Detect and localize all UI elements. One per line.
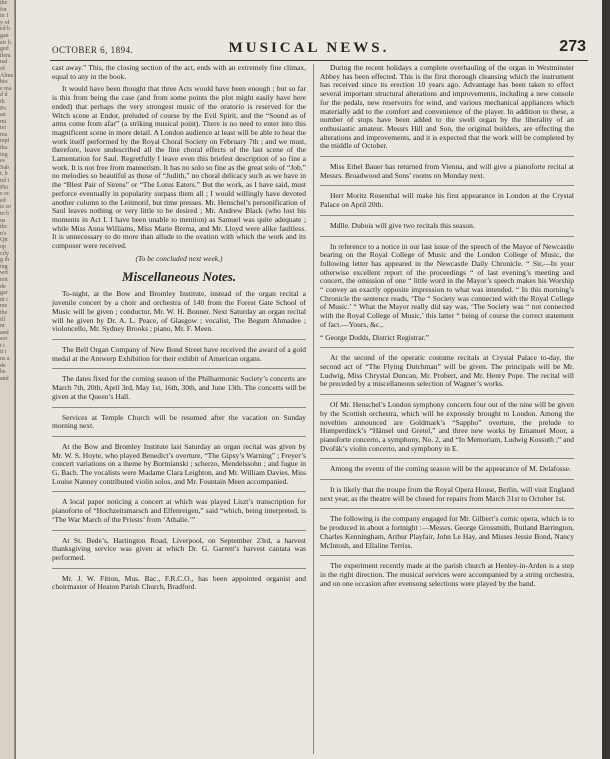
margin-fragment: us bbox=[0, 217, 6, 224]
margin-fragment: mpl bbox=[0, 138, 10, 145]
margin-fragment: e ma bbox=[0, 85, 12, 92]
margin-fragment: thc bbox=[0, 224, 8, 231]
item-divider bbox=[320, 479, 574, 480]
section-heading: Miscellaneous Notes. bbox=[121, 269, 237, 285]
margin-fragment: ing bbox=[0, 263, 8, 270]
margin-fragment: ed bbox=[0, 197, 6, 204]
header-rule bbox=[50, 60, 588, 61]
margin-fragment: ns a bbox=[0, 356, 10, 363]
item-divider bbox=[52, 436, 306, 437]
item-divider bbox=[320, 347, 574, 348]
margin-fragment: an bbox=[0, 112, 6, 119]
running-head bbox=[16, 40, 602, 58]
news-item: The Bell Organ Company of New Bond Street have received the award of a gold medal at the Antwerp Exhibition for their exhibit of American organs. bbox=[52, 344, 306, 363]
right-column bbox=[320, 64, 574, 592]
margin-fragment: Phi bbox=[0, 184, 9, 191]
left-column bbox=[52, 64, 306, 596]
margin-fragment: es bbox=[0, 158, 5, 165]
margin-fragment: nt i bbox=[0, 296, 8, 303]
margin-fragment: Po bbox=[0, 105, 7, 112]
margin-fragment: Qtr bbox=[0, 237, 8, 244]
news-item: A local paper noticing a concert at which was played Liszt’s transcription for pianoforte of “Hochzeitsmarsch and Elfenreigen,” said “which, being interpreted, is ‘The War March of the Priests’ from ‘Athalie.’” bbox=[52, 497, 306, 524]
margin-fragment: the bbox=[0, 309, 8, 316]
margin-fragment: bio bbox=[0, 79, 8, 86]
margin-fragment: tlem bbox=[0, 52, 11, 59]
news-item: During the recent holidays a complete overhauling of the organ in Westminster Abbey has been effected. This is the first thorough cleansing which the instrument has received since its erection 10 years ago. Advantage has been taken to effect several important structural alterations and improvements, including a new console for the pedals, new reservoirs for wind, and various mechanical appliances which materially add to the comfort and convenience of the player. In addition to these, a number of stops have been added to the swell organ by the liberality of an enthusiastic amateur. Messrs Hill and Son, the original builders, are effecting the alterations and improvements, and it is expected that the work will be completed by the middle of October. bbox=[320, 63, 574, 151]
margin-fragment: in 1 bbox=[0, 13, 10, 20]
news-item: Of Mr. Henschel’s London symphony concerts four out of the nine will be given by the Scottish orchestra, which will be expressly brought to London. Among the novelties announced are Goldmark’s “Sappho” overture, the prelude to Humperdinck’s “Hänsel und Gretel,” and three new works by Emanuel Moor, a pianoforte concerto, a symphony, No. 2, and “In Memoriam, Ludwig Kossuth ;” and Dvořák’s violin concerto, and symphony in E. bbox=[320, 400, 574, 453]
margin-fragment: and bbox=[0, 329, 9, 336]
item-divider bbox=[320, 215, 574, 216]
margin-fragment: me bbox=[0, 303, 8, 310]
news-item: It is likely that the troupe from the Royal Opera House, Berlin, will visit England next year, as the theatre will be closed for repairs from March 31st to October 1st. bbox=[320, 485, 574, 503]
item-divider bbox=[320, 394, 574, 395]
news-item: The following is the company engaged for Mr. Gilbert’s comic opera, which is to be produced in about a fortnight :—Messrs. George Grossmith, Rutland Barrington, Charles Kenningham, Arthur Playfair, John Le Hay, and Misses Jessie Bond, Nancy McIntosh, and Ellaline Terriss. bbox=[320, 514, 574, 550]
margin-fragment: ctly bbox=[0, 250, 9, 257]
margin-fragment: is so bbox=[0, 204, 11, 211]
adjacent-page-edge bbox=[0, 0, 15, 759]
margin-fragment: it i bbox=[0, 349, 7, 356]
item-divider bbox=[320, 508, 574, 509]
margin-fragment: g th bbox=[0, 257, 10, 264]
margin-fragment: n's bbox=[0, 230, 7, 237]
margin-fragment: nd t bbox=[0, 178, 10, 185]
margin-fragment: t, b bbox=[0, 171, 8, 178]
item-divider bbox=[320, 236, 574, 237]
news-item: Herr Moritz Rosenthal will make his first appearance in London at the Crystal Palace on April 20th. bbox=[320, 191, 574, 210]
margin-fragment: de bbox=[0, 362, 6, 369]
margin-fragment: ged bbox=[0, 46, 9, 53]
margin-fragment: gar bbox=[0, 290, 8, 297]
margin-fragment: mi bbox=[0, 118, 7, 125]
item-divider bbox=[52, 568, 306, 569]
margin-fragment: tet bbox=[0, 125, 6, 132]
margin-fragment: op bbox=[0, 243, 6, 250]
margin-fragment: gan bbox=[0, 32, 9, 39]
margin-fragment: tha bbox=[0, 145, 8, 152]
news-item: At the Bow and Bromley Institute last Saturday an organ recital was given by Mr. W. S. Hoyte, who played Benedict’s overture, “The Gipsy’s Warning” ; Freyer’s concert variations on a theme by Bortnianski ; scherzo, Mendelssohn ; and fugue in G, Bach. The vocalists were Madame Clara Leighton, and Mr. William Davies. Miss Louise Nanney contributed violin solos, and Mr. Fountain Meen accompanied. bbox=[52, 441, 306, 486]
margin-fragment: of bbox=[0, 65, 5, 72]
news-item: Services at Temple Church will be resumed after the vacation on Sunday morning next. bbox=[52, 412, 306, 431]
margin-fragment: t t bbox=[0, 342, 5, 349]
publication-title: MUSICAL NEWS. bbox=[228, 40, 390, 56]
margin-fragment: y of bbox=[0, 19, 10, 26]
margin-fragment: ill bbox=[0, 316, 6, 323]
margin-fragment: th bbox=[0, 98, 5, 105]
page-number: 273 bbox=[559, 38, 586, 55]
margin-fragment: not bbox=[0, 276, 8, 283]
news-item: At St. Bede’s, Hartington Road, Liverpool, on September 23rd, a harvest thanksgiving service was given at which Dr. G. Garrett’s harvest cantata was performed. bbox=[52, 535, 306, 562]
item-divider bbox=[52, 407, 306, 408]
letter-item: In reference to a notice in our last issue of the speech of the Mayor of Newcastle bearing on the Royal College of Music and the London College of Music, the following letter has appeared in the Newcastle Daily Chronicle. “ Sir,—In your otherwise excellent report of the proceedings “ of last evening’s meeting and concert, the omission of one “ little word in the Mayor’s speech makes his Worship “ convey an exactly opposite impression to what was intended. “ In this morning’s Chronicle the sentence reads, ‘The “ Society was connected with the Royal College of Music.’ “ What the Mayor really did say was, ‘The Society was “ not connected with the Royal College of Music,’ this latter “ being of course the correct statement of fact.—Yours, &c., bbox=[320, 241, 574, 329]
news-item: Mdlle. Dubois will give two recitals this season. bbox=[330, 220, 475, 230]
letter-signoff: “ George Dodds, District Registrar.” bbox=[320, 332, 430, 342]
item-divider bbox=[52, 491, 306, 492]
news-item: Miss Ethel Bauer has returned from Vienna, and will give a pianoforte recital at Messrs. Broadwood and Sons’ rooms on Monday next. bbox=[320, 162, 574, 180]
to-be-concluded-note: (To be concluded next week.) bbox=[135, 253, 223, 263]
margin-fragment: ma bbox=[0, 131, 8, 138]
margin-fragment: to b bbox=[0, 211, 10, 217]
newspaper-sheet bbox=[16, 0, 602, 759]
item-divider bbox=[52, 530, 306, 531]
news-item: To-night, at the Bow and Bromley Institute, instead of the organ recital a juvenile concert by a choir and orchestra of 140 from the Forest Gate School of Music will be given ; conductor, Mr. W. H. Bonner. Next Saturday an organ recital will be given by Dr. A. L. Peace, of Glasgow ; vocalist, The Begum Ahmadee ; violoncello, Mr. Sydney Brooks ; piano, Mr. F. Meen. bbox=[52, 289, 306, 334]
item-divider bbox=[320, 555, 574, 556]
margin-fragment: sor bbox=[0, 336, 8, 343]
margin-fragment: ing bbox=[0, 151, 8, 158]
margin-fragment: d d bbox=[0, 92, 8, 99]
margin-fragment: de bbox=[0, 283, 6, 290]
page-shadow-edge bbox=[602, 0, 610, 759]
margin-fragment: and bbox=[0, 375, 9, 382]
margin-fragment: eir h bbox=[0, 39, 11, 46]
margin-fragment: the bbox=[0, 0, 8, 6]
news-item: Among the events of the coming season will be the appearance of M. Delafosse. bbox=[330, 464, 571, 474]
news-item: Mr. J. W. Fitton, Mus. Bac., F.R.C.O., has been appointed organist and choirmaster of Heaton Parish Church, Bradford. bbox=[52, 573, 306, 592]
news-item: The dates fixed for the coming season of the Philharmonic Society’s concerts are March 7th, 20th, April 3rd, May 1st, 16th, 30th, and June 13th. The concerts will be given at the Queen’s Hall. bbox=[52, 374, 306, 401]
column-rule bbox=[313, 64, 314, 754]
article-continuation-paragraph: cast away.” This, the closing section of the act, ends with an extremely fine climax, equal to any in the book. bbox=[52, 63, 306, 81]
margin-fragment: be bbox=[0, 369, 6, 376]
news-item: At the second of the operatic costume recitals at Crystal Palace to-day, the second act of “The Flying Dutchman” will be given. The principals will be Mr. Ludwig, Miss Chrystal Duncan, Mr. Probert, and Mr. Henry Pope. The recital will be preceded by a miscellaneous selection of Wagner’s works. bbox=[320, 353, 574, 389]
item-divider bbox=[52, 368, 306, 369]
margin-fragment: wrt bbox=[0, 270, 8, 277]
margin-fragment: nt bbox=[0, 323, 5, 330]
margin-fragment: for bbox=[0, 6, 7, 13]
news-item: The experiment recently made at the parish church at Henley-in-Arden is a step in the right direction. The musical services were accompanied by a string orchestra, and on one occasion after evensong selections were played by the band. bbox=[320, 561, 574, 588]
item-divider bbox=[320, 156, 574, 157]
margin-fragment: Alme bbox=[0, 72, 14, 79]
issue-date: OCTOBER 6, 1894. bbox=[52, 45, 134, 55]
margin-fragment: Sab bbox=[0, 164, 9, 171]
item-divider bbox=[320, 185, 574, 186]
item-divider bbox=[52, 339, 306, 340]
item-divider bbox=[320, 458, 574, 459]
margin-fragment: nal bbox=[0, 59, 8, 66]
margin-fragment: ed b bbox=[0, 26, 11, 33]
margin-fragment: e ec bbox=[0, 191, 10, 198]
article-paragraph: It would have been thought that three Acts would have been enough ; but so far is this from being the case (and from some points the plot might easily have here ended) that perhaps the very strongest music of the oratorio is reserved for the Witch scene at Endor, preluded of course by the Evil Spirit, and the “Sound as of arms come from afar” (a striking musical point). There is no need to enter into this magnificent scene in more detail. A London audience at least will be able to hear the work itself performed by the Royal Choral Society on February 7th ; and we must, therefore, leave undescribed all the fine choral effects of the last scene of the Lamentation for Saul. Regretfully I leave even this briefest description of so fine a work. It is not free from mannerism. It has no solo so fine as the great solo of “Job,” no melodies so beautiful as those of “Judith,” no choral delicacy such as we have in the “Blest Pair of Sirens” or “The Lotus Eaters.” But the work, as I have said, must perforce eventually in popularity surpass them all ; I would willingly have devoted another column to the Leitmotif, but time presses. Mr. Henschel’s personification of Saul leaves nothing or very little to be desired ; Mr. Andrew Black (who lost his moments in Act I. I have been unable to mention) as Samuel was quite adequate ; while Miss Anna Williams, Miss Marie Brema, and Mr. Lloyd were alike faultless. It is unnecessary to do more than allude to the ovation with which the work and its composer were received. bbox=[52, 84, 306, 251]
